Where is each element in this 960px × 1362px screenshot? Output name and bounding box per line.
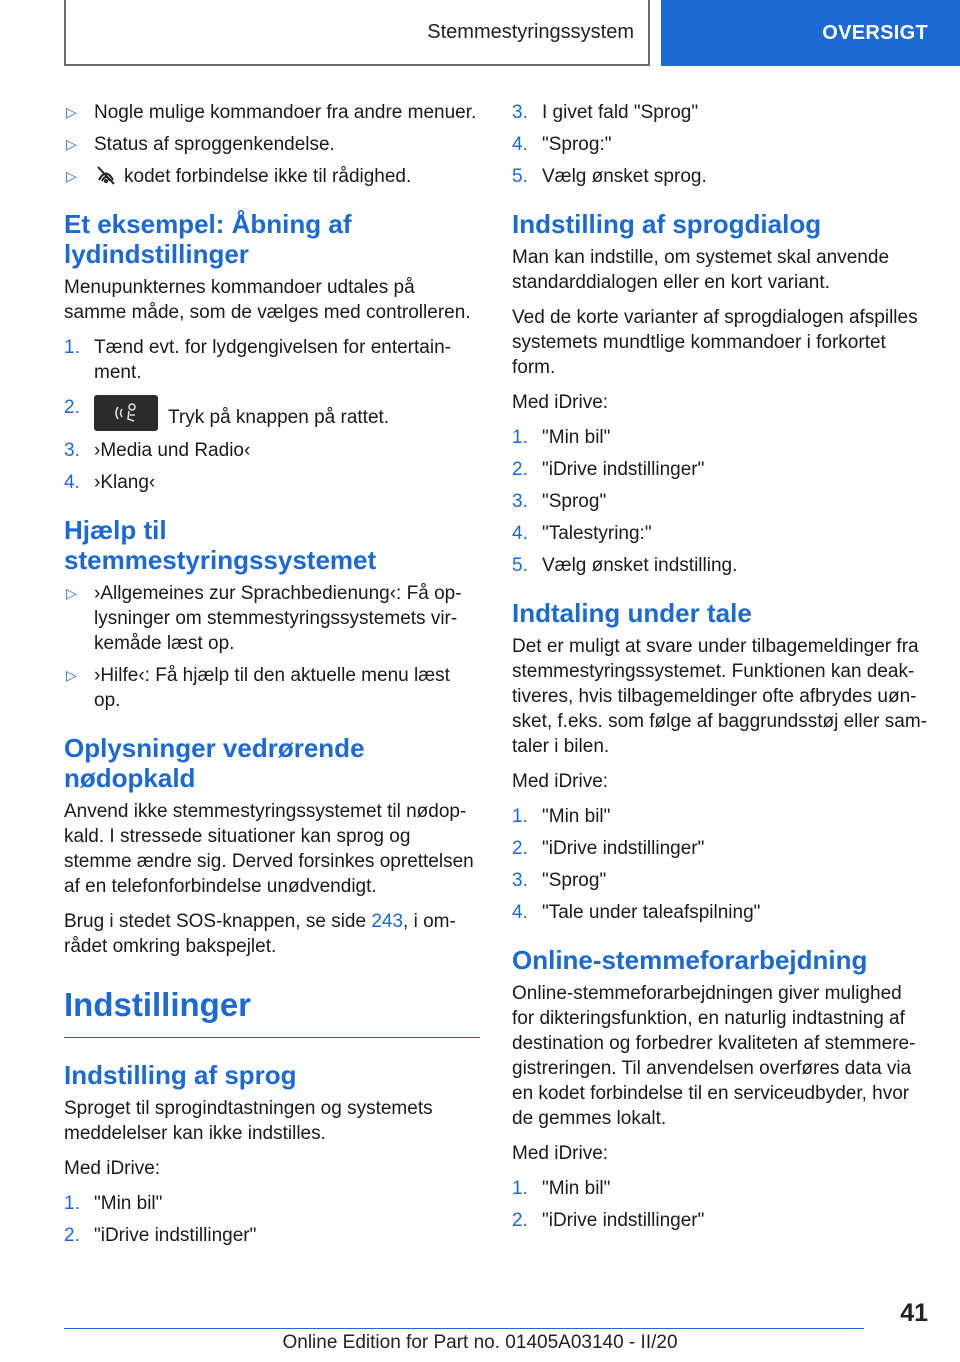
- left-column: [64, 100, 480, 1255]
- list-item: [64, 132, 480, 157]
- list-item: [512, 164, 928, 189]
- paragraph: Sproget til sprogindtastningen og systemets meddelelser kan ikke indstilles.: [64, 1098, 433, 1144]
- step-text: Vælg ønsket sprog.: [542, 166, 707, 187]
- page-header: [0, 0, 960, 66]
- list-item: [512, 132, 928, 157]
- list-item: [512, 1176, 928, 1201]
- step-text: "Sprog": [542, 870, 607, 891]
- voice-button-icon: [94, 395, 158, 431]
- overview-tab[interactable]: [661, 0, 960, 66]
- step-text: Tænd evt. for lydgengivelsen for entertainment.: [94, 337, 451, 383]
- bullet-text: Nogle mulige kommandoer fra andre menuer.: [94, 102, 477, 123]
- step-text: "Min bil": [542, 1178, 611, 1199]
- paragraph: Med iDrive:: [64, 1158, 161, 1179]
- no-connection-icon: [94, 164, 118, 186]
- list-item: [512, 521, 928, 546]
- section-title: Stemmestyringssystem: [427, 20, 634, 43]
- step-number: 3.: [512, 491, 528, 512]
- step-text: Vælg ønsket indstilling.: [542, 555, 738, 576]
- step-text: ›Media und Radio‹: [94, 440, 251, 461]
- list-item: [512, 900, 928, 925]
- list-item: [512, 553, 928, 578]
- page-link[interactable]: 243: [371, 911, 404, 932]
- list-item: [512, 1208, 928, 1233]
- step-number: 1.: [512, 427, 528, 448]
- step-text: "Sprog": [542, 491, 607, 512]
- bullet-text: kodet forbindelse ikke til rådighed.: [124, 166, 412, 187]
- heading-help: Hjælp til stemmestyringssystemet: [64, 515, 377, 575]
- heading-language: Indstilling af sprog: [64, 1060, 297, 1090]
- paragraph: [64, 909, 480, 959]
- list-item: [512, 836, 928, 861]
- list-item: [64, 335, 480, 385]
- paragraph: Man kan indstille, om systemet skal anvende standarddialogen eller en kort variant.: [512, 247, 890, 293]
- step-text: Tryk på knappen på rattet.: [168, 407, 390, 428]
- step-number: 4.: [512, 902, 528, 923]
- step-text: "iDrive indstillinger": [542, 838, 705, 859]
- triangle-bullet-icon: ▷: [66, 136, 77, 152]
- list-item: [64, 395, 480, 431]
- step-number: 3.: [64, 440, 80, 461]
- list-item: [512, 425, 928, 450]
- list-item: [64, 164, 480, 189]
- step-text: "iDrive indstillinger": [542, 1210, 705, 1231]
- heading-barge-in: Indtaling under tale: [512, 598, 752, 628]
- step-number: 2.: [512, 1210, 528, 1231]
- step-text: "iDrive indstillinger": [94, 1225, 257, 1246]
- triangle-bullet-icon: ▷: [66, 168, 77, 184]
- step-number: 1.: [64, 1193, 80, 1214]
- step-text: "iDrive indstillinger": [542, 459, 705, 480]
- footer-divider: [64, 1328, 864, 1329]
- step-number: 3.: [512, 102, 528, 123]
- step-text: "Tale under taleafspilning": [542, 902, 761, 923]
- page-number: 41: [900, 1299, 928, 1327]
- list-item: [64, 1223, 480, 1248]
- list-item: [512, 100, 928, 125]
- triangle-bullet-icon: ▷: [66, 104, 77, 120]
- step-number: 4.: [512, 134, 528, 155]
- paragraph: Med iDrive:: [512, 771, 609, 792]
- step-text: "Sprog:": [542, 134, 612, 155]
- list-item: [512, 868, 928, 893]
- step-number: 2.: [64, 397, 80, 418]
- step-number: 2.: [64, 1225, 80, 1246]
- paragraph: Online-stemmeforarbejdningen giver mulighed for dikteringsfunktion, en naturlig indtastning af destination og forbedrer kvaliteten af stemmeregistreringen. Til anvendelsen overføres data via en kodet forbindelse til en serviceudbyder, hvor de gemmes lokalt.: [512, 983, 916, 1129]
- paragraph: Ved de korte varianter af sprogdialogen afspilles systemets mundtlige kommandoer i forkortet form.: [512, 307, 918, 378]
- triangle-bullet-icon: ▷: [66, 585, 77, 601]
- paragraph: Med iDrive:: [512, 1143, 609, 1164]
- step-text: ›Klang‹: [94, 472, 156, 493]
- right-column: [512, 100, 928, 1240]
- heading-dialog: Indstilling af sprogdialog: [512, 209, 822, 239]
- step-number: 2.: [512, 459, 528, 480]
- list-item: [64, 470, 480, 495]
- step-text: "Talestyring:": [542, 523, 652, 544]
- step-text: I givet fald "Sprog": [542, 102, 699, 123]
- list-item: [64, 438, 480, 463]
- step-number: 1.: [512, 1178, 528, 1199]
- step-number: 5.: [512, 555, 528, 576]
- heading-online: Online-stemmeforarbejdning: [512, 945, 868, 975]
- list-item: [64, 663, 480, 713]
- step-number: 2.: [512, 838, 528, 859]
- list-item: [512, 804, 928, 829]
- bullet-text: ›Allgemeines zur Sprachbedienung‹: Få oplysninger om stemmestyringssystemets virkemåde læst op.: [94, 583, 462, 654]
- paragraph: Det er muligt at svare under tilbagemeldinger fra stemmestyringssystemet. Funktionen kan deaktiveres, hvis tilbagemeldinger ofte afbrydes uønsket, f.eks. som følge af baggrundsstøj eller samtaler i bilen.: [512, 636, 927, 757]
- paragraph: Anvend ikke stemmestyringssystemet til nødopkald. I stressede situationer kan sprog og stemme ændre sig. Derved forsinkes oprettelsen af en telefonforbindelse unødvendigt.: [64, 801, 474, 897]
- list-item: [64, 1191, 480, 1216]
- step-number: 1.: [512, 806, 528, 827]
- step-number: 4.: [64, 472, 80, 493]
- heading-settings: Indstillinger: [64, 985, 480, 1038]
- list-item: [64, 100, 480, 125]
- heading-example: Et eksempel: Åbning af lydindstillinger: [64, 209, 352, 269]
- bullet-text: Status af sproggenkendelse.: [94, 134, 335, 155]
- section-title-box: [64, 0, 650, 66]
- paragraph-text: , i området omkring bakspejlet.: [64, 911, 456, 957]
- paragraph-text: Brug i stedet SOS-knappen, se side: [64, 911, 372, 932]
- heading-emergency: Oplysninger vedrørende nødopkald: [64, 733, 365, 793]
- triangle-bullet-icon: ▷: [66, 667, 77, 683]
- overview-tab-label: OVERSIGT: [822, 21, 928, 44]
- step-number: 1.: [64, 337, 80, 358]
- bullet-text: ›Hilfe‹: Få hjælp til den aktuelle menu læst op.: [94, 665, 450, 711]
- footer-text: Online Edition for Part no. 01405A03140 - II/20: [282, 1332, 678, 1353]
- paragraph: Menupunkternes kommandoer udtales på samme måde, som de vælges med controlleren.: [64, 277, 471, 323]
- step-number: 3.: [512, 870, 528, 891]
- step-number: 5.: [512, 166, 528, 187]
- step-text: "Min bil": [94, 1193, 163, 1214]
- list-item: [64, 581, 480, 656]
- step-number: 4.: [512, 523, 528, 544]
- paragraph: Med iDrive:: [512, 392, 609, 413]
- step-text: "Min bil": [542, 427, 611, 448]
- step-text: "Min bil": [542, 806, 611, 827]
- list-item: [512, 457, 928, 482]
- list-item: [512, 489, 928, 514]
